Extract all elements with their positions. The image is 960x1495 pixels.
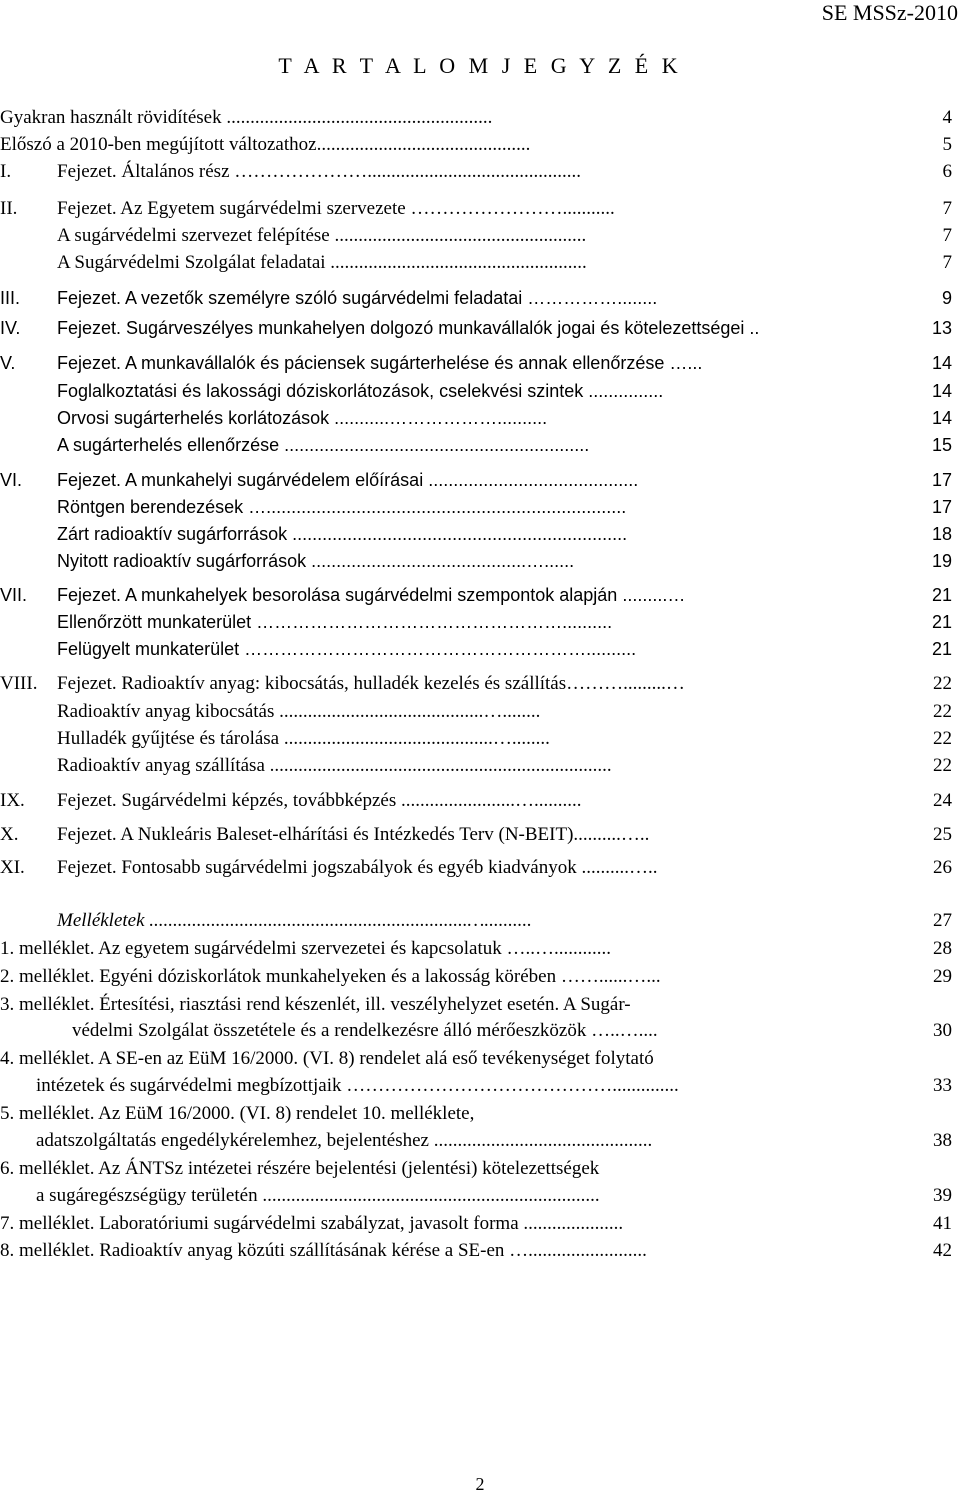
toc-entry-title: Fejezet. Radioaktív anyag: kibocsátás, hulladék kezelés és szállítás……….........… bbox=[57, 673, 685, 694]
toc-entry-title: Fejezet. A Nukleáris Baleset-elhárítási és Intézkedés Terv (N-BEIT)..........….. bbox=[57, 824, 650, 845]
toc-entry-page: 26 bbox=[933, 857, 952, 878]
toc-entry-page: 22 bbox=[933, 701, 952, 722]
toc-entry-page: 14 bbox=[931, 353, 952, 373]
toc-entry-number: VII. bbox=[0, 585, 28, 605]
toc-entry-title: Fejezet. A munkahelyek besorolása sugárvédelmi szempontok alapján .........… bbox=[57, 585, 686, 605]
toc-entry-page: 7 bbox=[942, 225, 952, 246]
toc-entry-page: 22 bbox=[933, 673, 952, 694]
toc-entry-page: 17 bbox=[931, 497, 952, 517]
toc-entry-page: 19 bbox=[931, 551, 952, 571]
toc-entry-title: Ellenőrzött munkaterület …………………………………………….......... bbox=[57, 612, 613, 632]
toc-entry-page: 42 bbox=[933, 1240, 952, 1261]
toc-entry-title: 2. melléklet. Egyéni dóziskorlátok munkahelyeken és a lakosság körében ……......…... bbox=[0, 966, 661, 987]
toc-entry-title: 5. melléklet. Az EüM 16/2000. (VI. 8) rendelet 10. melléklete, bbox=[0, 1103, 475, 1124]
toc-entry-number: IX. bbox=[0, 790, 25, 811]
toc-entry-page: 25 bbox=[933, 824, 952, 845]
toc-entry-title: Orvosi sugárterhelés korlátozások ...........……………….......... bbox=[57, 408, 548, 428]
toc-entry-number: XI. bbox=[0, 857, 25, 878]
toc-entry-title: Nyitott radioaktív sugárforrások ...........................................…...... bbox=[57, 551, 575, 571]
toc-entry-title: A sugárterhelés ellenőrzése ............................................................. bbox=[57, 435, 590, 455]
toc-entry-title: intézetek és sugárvédelmi megbízottjaik …………………………………….............. bbox=[36, 1075, 679, 1096]
toc-entry-title: Fejezet. A vezetők személyre szóló sugárvédelmi feladatai ……………........ bbox=[57, 288, 658, 308]
toc-entry-title: 1. melléklet. Az egyetem sugárvédelmi szervezetei és kapcsolatuk …..…............ bbox=[0, 938, 611, 959]
toc-entry-title: Fejezet. Általános rész …………………............................................. bbox=[57, 161, 582, 182]
toc-entry-title: Zárt radioaktív sugárforrások ................................................................... bbox=[57, 524, 628, 544]
toc-entry-page: 21 bbox=[931, 639, 952, 659]
toc-entry-title: Fejezet. Az Egyetem sugárvédelmi szervezete ……………………........... bbox=[57, 198, 615, 219]
toc-entry-page: 14 bbox=[931, 408, 952, 428]
toc-entry-page: 18 bbox=[931, 524, 952, 544]
toc-entry-page: 28 bbox=[933, 938, 952, 959]
toc-entry-number: I. bbox=[0, 161, 12, 182]
toc-entry-title: 3. melléklet. Értesítési, riasztási rend készenlét, ill. veszélyhelyzet esetén. A Sugár- bbox=[0, 994, 631, 1015]
toc-entry-title: Fejezet. A munkavállalók és páciensek sugárterhelése és annak ellenőrzése …... bbox=[57, 353, 703, 373]
toc-entry-title: A Sugárvédelmi Szolgálat feladatai ...................................................... bbox=[57, 252, 587, 273]
toc-entry-page: 27 bbox=[933, 910, 952, 931]
toc-entry-title: adatszolgáltatás engedélykérelemhez, bejelentéshez .............................................. bbox=[36, 1130, 653, 1151]
toc-entry-title: Mellékletek ...................................................................….......... bbox=[57, 910, 532, 931]
toc-entry-title: Gyakran használt rövidítések ........................................................ bbox=[0, 107, 493, 128]
toc-entry-title: Radioaktív anyag kibocsátás ...........................................…........ bbox=[57, 701, 541, 722]
toc-entry-title: a sugáregészségügy területén ....................................................................... bbox=[36, 1185, 600, 1206]
toc-entry-number: IV. bbox=[0, 318, 21, 338]
toc-entry-title: 8. melléklet. Radioaktív anyag közúti szállításának kérése a SE-en …......................... bbox=[0, 1240, 647, 1261]
toc-entry-title: Fejezet. A munkahelyi sugárvédelem előírásai .......................................... bbox=[57, 470, 639, 490]
toc-entry-page: 6 bbox=[942, 161, 952, 182]
toc-entry-title: A sugárvédelmi szervezet felépítése ..................................................... bbox=[57, 225, 587, 246]
toc-entry-number: III. bbox=[0, 288, 21, 308]
toc-entry-page: 38 bbox=[933, 1130, 952, 1151]
toc-entry-number: VI. bbox=[0, 470, 23, 490]
toc-entry-title: 4. melléklet. A SE-en az EüM 16/2000. (VI. 8) rendelet alá eső tevékenységet folytató bbox=[0, 1048, 654, 1069]
toc-entry-title: Radioaktív anyag szállítása ........................................................................ bbox=[57, 755, 612, 776]
toc-entry-page: 29 bbox=[933, 966, 952, 987]
toc-entry-title: Hulladék gyűjtése és tárolása ............................................…........ bbox=[57, 728, 550, 749]
toc-entry-title: 6. melléklet. Az ÁNTSz intézetei részére bejelentési (jelentési) kötelezettségek bbox=[0, 1158, 600, 1179]
toc-entry-page: 41 bbox=[933, 1213, 952, 1234]
toc-entry-page: 9 bbox=[941, 288, 952, 308]
toc-entry-page: 21 bbox=[931, 585, 952, 605]
document-code: SE MSSz-2010 bbox=[821, 0, 958, 25]
toc-entry-title: Fejezet. Sugárvédelmi képzés, továbbképzés ........................….......... bbox=[57, 790, 582, 811]
toc-entry-page: 7 bbox=[942, 198, 952, 219]
toc-entry-page: 4 bbox=[942, 107, 952, 128]
toc-entry-page: 39 bbox=[933, 1185, 952, 1206]
toc-title: T A R T A L O M J E G Y Z É K bbox=[278, 53, 682, 78]
toc-entry-page: 22 bbox=[933, 755, 952, 776]
toc-entry-number: V. bbox=[0, 353, 16, 373]
toc-entry-page: 14 bbox=[931, 381, 952, 401]
toc-entry-page: 24 bbox=[933, 790, 952, 811]
toc-entry-page: 7 bbox=[942, 252, 952, 273]
toc-entry-page: 21 bbox=[931, 612, 952, 632]
toc-entry-title: védelmi Szolgálat összetétele és a rendelkezésre álló mérőeszközök …..….... bbox=[72, 1020, 658, 1041]
toc-entry-title: Felügyelt munkaterület ………………………………………………….......... bbox=[57, 639, 637, 659]
toc-entry-page: 33 bbox=[933, 1075, 952, 1096]
toc-entry-title: Előszó a 2010-ben megújított változathoz............................................. bbox=[0, 134, 531, 155]
toc-entry-title: Foglalkoztatási és lakossági dóziskorlátozások, cselekvési szintek ............... bbox=[57, 381, 664, 401]
toc-entry-number: X. bbox=[0, 824, 19, 845]
toc-entry-page: 13 bbox=[931, 318, 952, 338]
toc-entry-title: Fejezet. Fontosabb sugárvédelmi jogszabályok és egyéb kiadványok ..........….. bbox=[57, 857, 658, 878]
toc-entry-page: 17 bbox=[931, 470, 952, 490]
page-number: 2 bbox=[475, 1474, 485, 1494]
toc-entry-page: 5 bbox=[942, 134, 952, 155]
toc-entry-page: 22 bbox=[933, 728, 952, 749]
toc-entry-title: Fejezet. Sugárveszélyes munkahelyen dolgozó munkavállalók jogai és kötelezettségei .. bbox=[57, 318, 760, 338]
toc-entry-title: Röntgen berendezések …........................................................................ bbox=[57, 497, 627, 517]
toc-entry-page: 15 bbox=[931, 435, 952, 455]
toc-entry-number: II. bbox=[0, 198, 18, 219]
toc-entry-number: VIII. bbox=[0, 673, 38, 694]
toc-entry-page: 30 bbox=[933, 1020, 952, 1041]
toc-entry-title: 7. melléklet. Laboratóriumi sugárvédelmi szabályzat, javasolt forma ..................... bbox=[0, 1213, 624, 1234]
